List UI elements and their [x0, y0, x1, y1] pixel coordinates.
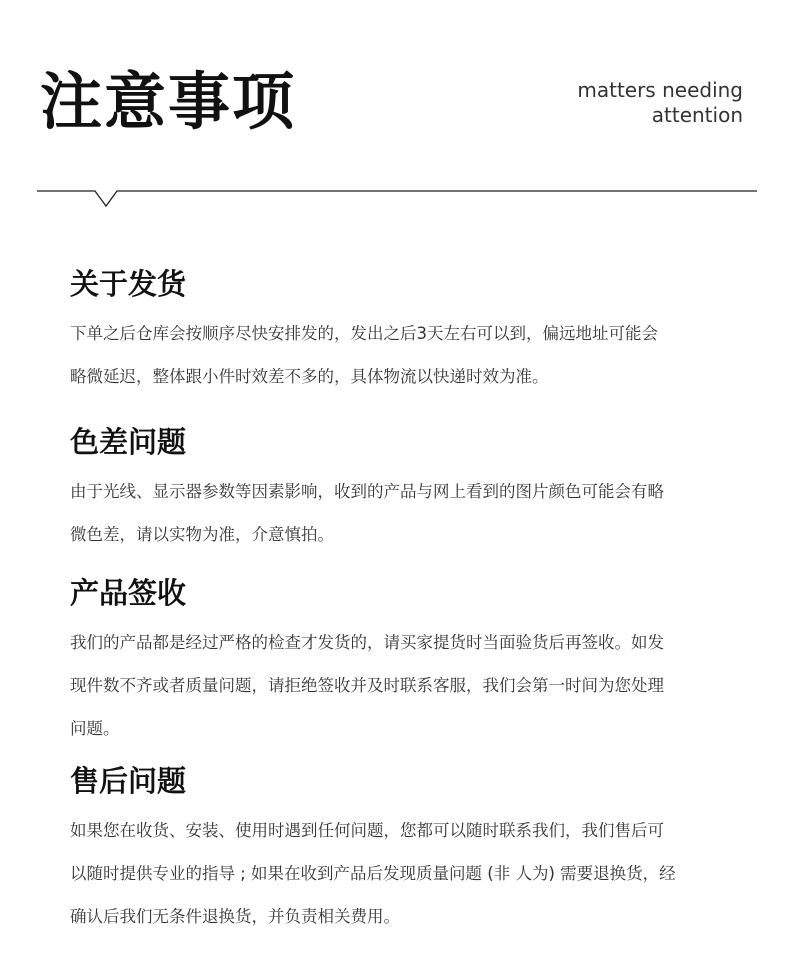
page-subtitle [483, 78, 743, 128]
section-heading: 售后问题 [70, 764, 187, 798]
section-product-receipt [70, 573, 730, 750]
section-heading: 产品签收 [70, 576, 187, 610]
body-line: 微色差，请以实物为准，介意慎拍。 [70, 525, 334, 544]
section-heading: 色差问题 [70, 425, 187, 459]
body-line: 下单之后仓库会按顺序尽快安排发的，发出之后3天左右可以到，偏远地址可能会 [70, 324, 658, 343]
body-line: 我们的产品都是经过严格的检查才发货的，请买家提货时当面验货后再签收。如发 [70, 633, 664, 652]
body-line: 以随时提供专业的指导 ; 如果在收到产品后发现质量问题 (非 人为) 需要退换货，经 [70, 864, 676, 883]
section-body [70, 470, 730, 556]
body-line: 如果您在收货、安装、使用时遇到任何问题，您都可以随时联系我们，我们售后可 [70, 821, 664, 840]
section-body [70, 621, 730, 750]
section-heading: 关于发货 [70, 267, 187, 301]
section-body [70, 312, 730, 398]
section-body [70, 809, 730, 938]
body-line: 略微延迟，整体跟小件时效差不多的，具体物流以快递时效为准。 [70, 367, 549, 386]
body-line: 确认后我们无条件退换货，并负责相关费用。 [70, 907, 400, 926]
section-shipping [70, 264, 730, 398]
page-title: 注意事项 [40, 65, 297, 138]
body-line: 由于光线、显示器参数等因素影响，收到的产品与网上看到的图片颜色可能会有略 [70, 482, 664, 501]
body-line: 现件数不齐或者质量问题，请拒绝签收并及时联系客服，我们会第一时间为您处理 [70, 676, 664, 695]
subtitle-line-2: attention [651, 103, 743, 127]
header-divider-with-notch [0, 180, 790, 210]
section-color-difference [70, 422, 730, 556]
subtitle-line-1: matters needing [577, 78, 743, 102]
section-after-sales [70, 761, 730, 938]
body-line: 问题。 [70, 719, 120, 738]
